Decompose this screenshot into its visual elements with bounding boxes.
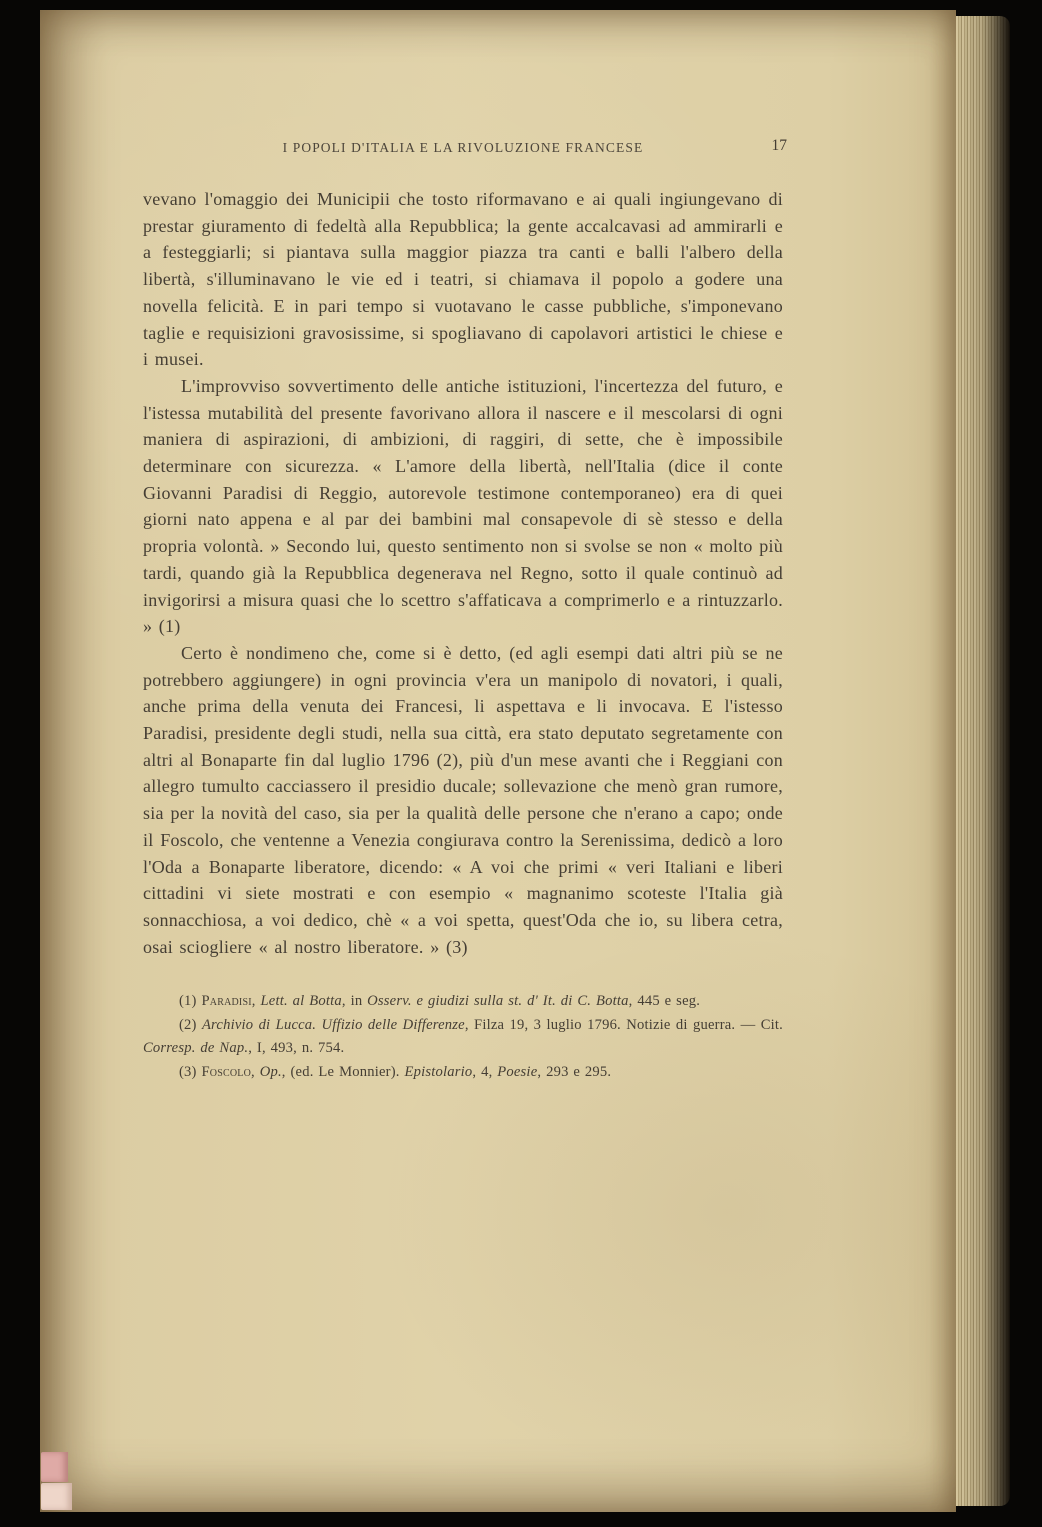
page-edges-stack bbox=[956, 16, 1010, 1506]
footnote bbox=[143, 1014, 783, 1061]
pink-bookmark-bottom bbox=[41, 1483, 72, 1510]
text-column bbox=[143, 137, 787, 1084]
page-header bbox=[143, 137, 787, 160]
footnote-segment: , (ed. Le Monnier). bbox=[281, 1063, 405, 1080]
footnote-segment: Foscolo bbox=[201, 1063, 251, 1080]
footnote-segment: Paradisi bbox=[201, 993, 252, 1010]
footnote bbox=[143, 990, 783, 1014]
footnote-segment: , Filza 19, 3 luglio 1796. Notizie di guerra. — Cit. bbox=[464, 1016, 784, 1033]
footnote-segment: , in bbox=[341, 993, 368, 1010]
footnote bbox=[143, 1061, 783, 1085]
footnote-segment: Epistolario bbox=[404, 1063, 473, 1080]
footnote-segment: (2) bbox=[179, 1016, 202, 1033]
footnotes bbox=[143, 990, 783, 1084]
running-title: I POPOLI D'ITALIA E LA RIVOLUZIONE FRANCESE bbox=[282, 140, 644, 155]
footnote-segment: Archivio di Lucca. Uffizio delle Differenze bbox=[201, 1016, 465, 1033]
paragraph: L'improvviso sovvertimento delle antiche istituzioni, l'incertezza del futuro, e l'istessa mutabilità del presente favorivano allora il nascere e il mescolarsi di ogni maniera di aspirazioni, di ambizioni, di raggiri, di sette, che è impossibile determinare con sicurezza. « L'amore della libertà, nell'Italia (dice il conte Giovanni Paradisi di Reggio, autorevole testimone contemporaneo) era di quei giorni nato appena e al par dei bambini mal consapevole di sè stesso e della propria volontà. » Secondo lui, questo sentimento non si svolse se non « molto più tardi, quando già la Repubblica degenerava nel Regno, sotto il quale continuò ad invigorirsi a misura quasi che lo scettro s'affaticava a comprimerlo e a rintuzzarlo. » (1) bbox=[143, 375, 783, 637]
footnote-segment: Poesie bbox=[497, 1063, 538, 1080]
paragraph-continuation: vevano l'omaggio dei Municipii che tosto riformavano e ai quali ingiungevano di prestar giuramento di fedeltà alla Repubblica; la gente accalcavasi ad ammirarli e a festeggiarli; si piantava sulla maggior piazza tra canti e balli l'albero della libertà, s'illuminavano le vie ed i teatri, si chiamava il popolo a godere una novella felicità. E in pari tempo si vuotavano le casse pubbliche, s'imponevano taglie e requisizioni gravosissime, si spogliavano di capolavori artistici le chiese e i musei. bbox=[143, 189, 783, 370]
footnote-segment: (3) bbox=[179, 1063, 202, 1080]
footnote-segment: , I, 493, n. 754. bbox=[248, 1040, 345, 1057]
pink-bookmark-top bbox=[41, 1452, 68, 1482]
paragraph: Certo è nondimeno che, come si è detto, (ed agli esempi dati altri più se ne potrebbero aggiungere) in ogni provincia v'era un manipolo di novatori, i quali, anche prima della venuta dei Francesi, li aspettava e li invocava. E l'istesso Paradisi, presidente degli studi, nella sua città, era stato deputato segretamente con altri al Bonaparte fin dal luglio 1796 (2), più d'un mese avanti che i Reggiani con allegro tumulto cacciassero il presidio ducale; sollevazione che menò gran rumore, sia per la novità del caso, sia per la qualità delle persone che n'erano a capo; onde il Foscolo, che ventenne a Venezia congiurava contro la Serenissima, dedicò a loro l'Oda a Bonaparte liberatore, dicendo: « A voi che primi « veri Italiani e liberi cittadini vi siete mostrati e con esempio « magnanimo scoteste l'Italia già sonnacchiosa, a voi dedico, chè « a voi spetta, quest'Oda che io, su libera cetra, osai sciogliere « al nostro liberatore. » (3) bbox=[143, 642, 783, 957]
footnote-segment: Lett. al Botta bbox=[260, 993, 342, 1010]
footnote-segment: , 445 e seg. bbox=[628, 993, 701, 1010]
body-text bbox=[143, 186, 783, 960]
page-number: 17 bbox=[771, 137, 787, 154]
footnote-segment: , bbox=[251, 1063, 260, 1080]
footnote-segment: Osserv. e giudizi sulla st. d' It. di C. Botta bbox=[367, 993, 629, 1010]
footnote-segment: Op. bbox=[259, 1063, 282, 1080]
footnote-segment: , 4, bbox=[472, 1063, 498, 1080]
footnote-segment: (1) bbox=[179, 993, 202, 1010]
footnote-segment: Corresp. de Nap. bbox=[143, 1040, 249, 1057]
footnote-segment: , 293 e 295. bbox=[537, 1063, 612, 1080]
footnote-segment: , bbox=[251, 993, 261, 1010]
book-page bbox=[40, 10, 956, 1512]
